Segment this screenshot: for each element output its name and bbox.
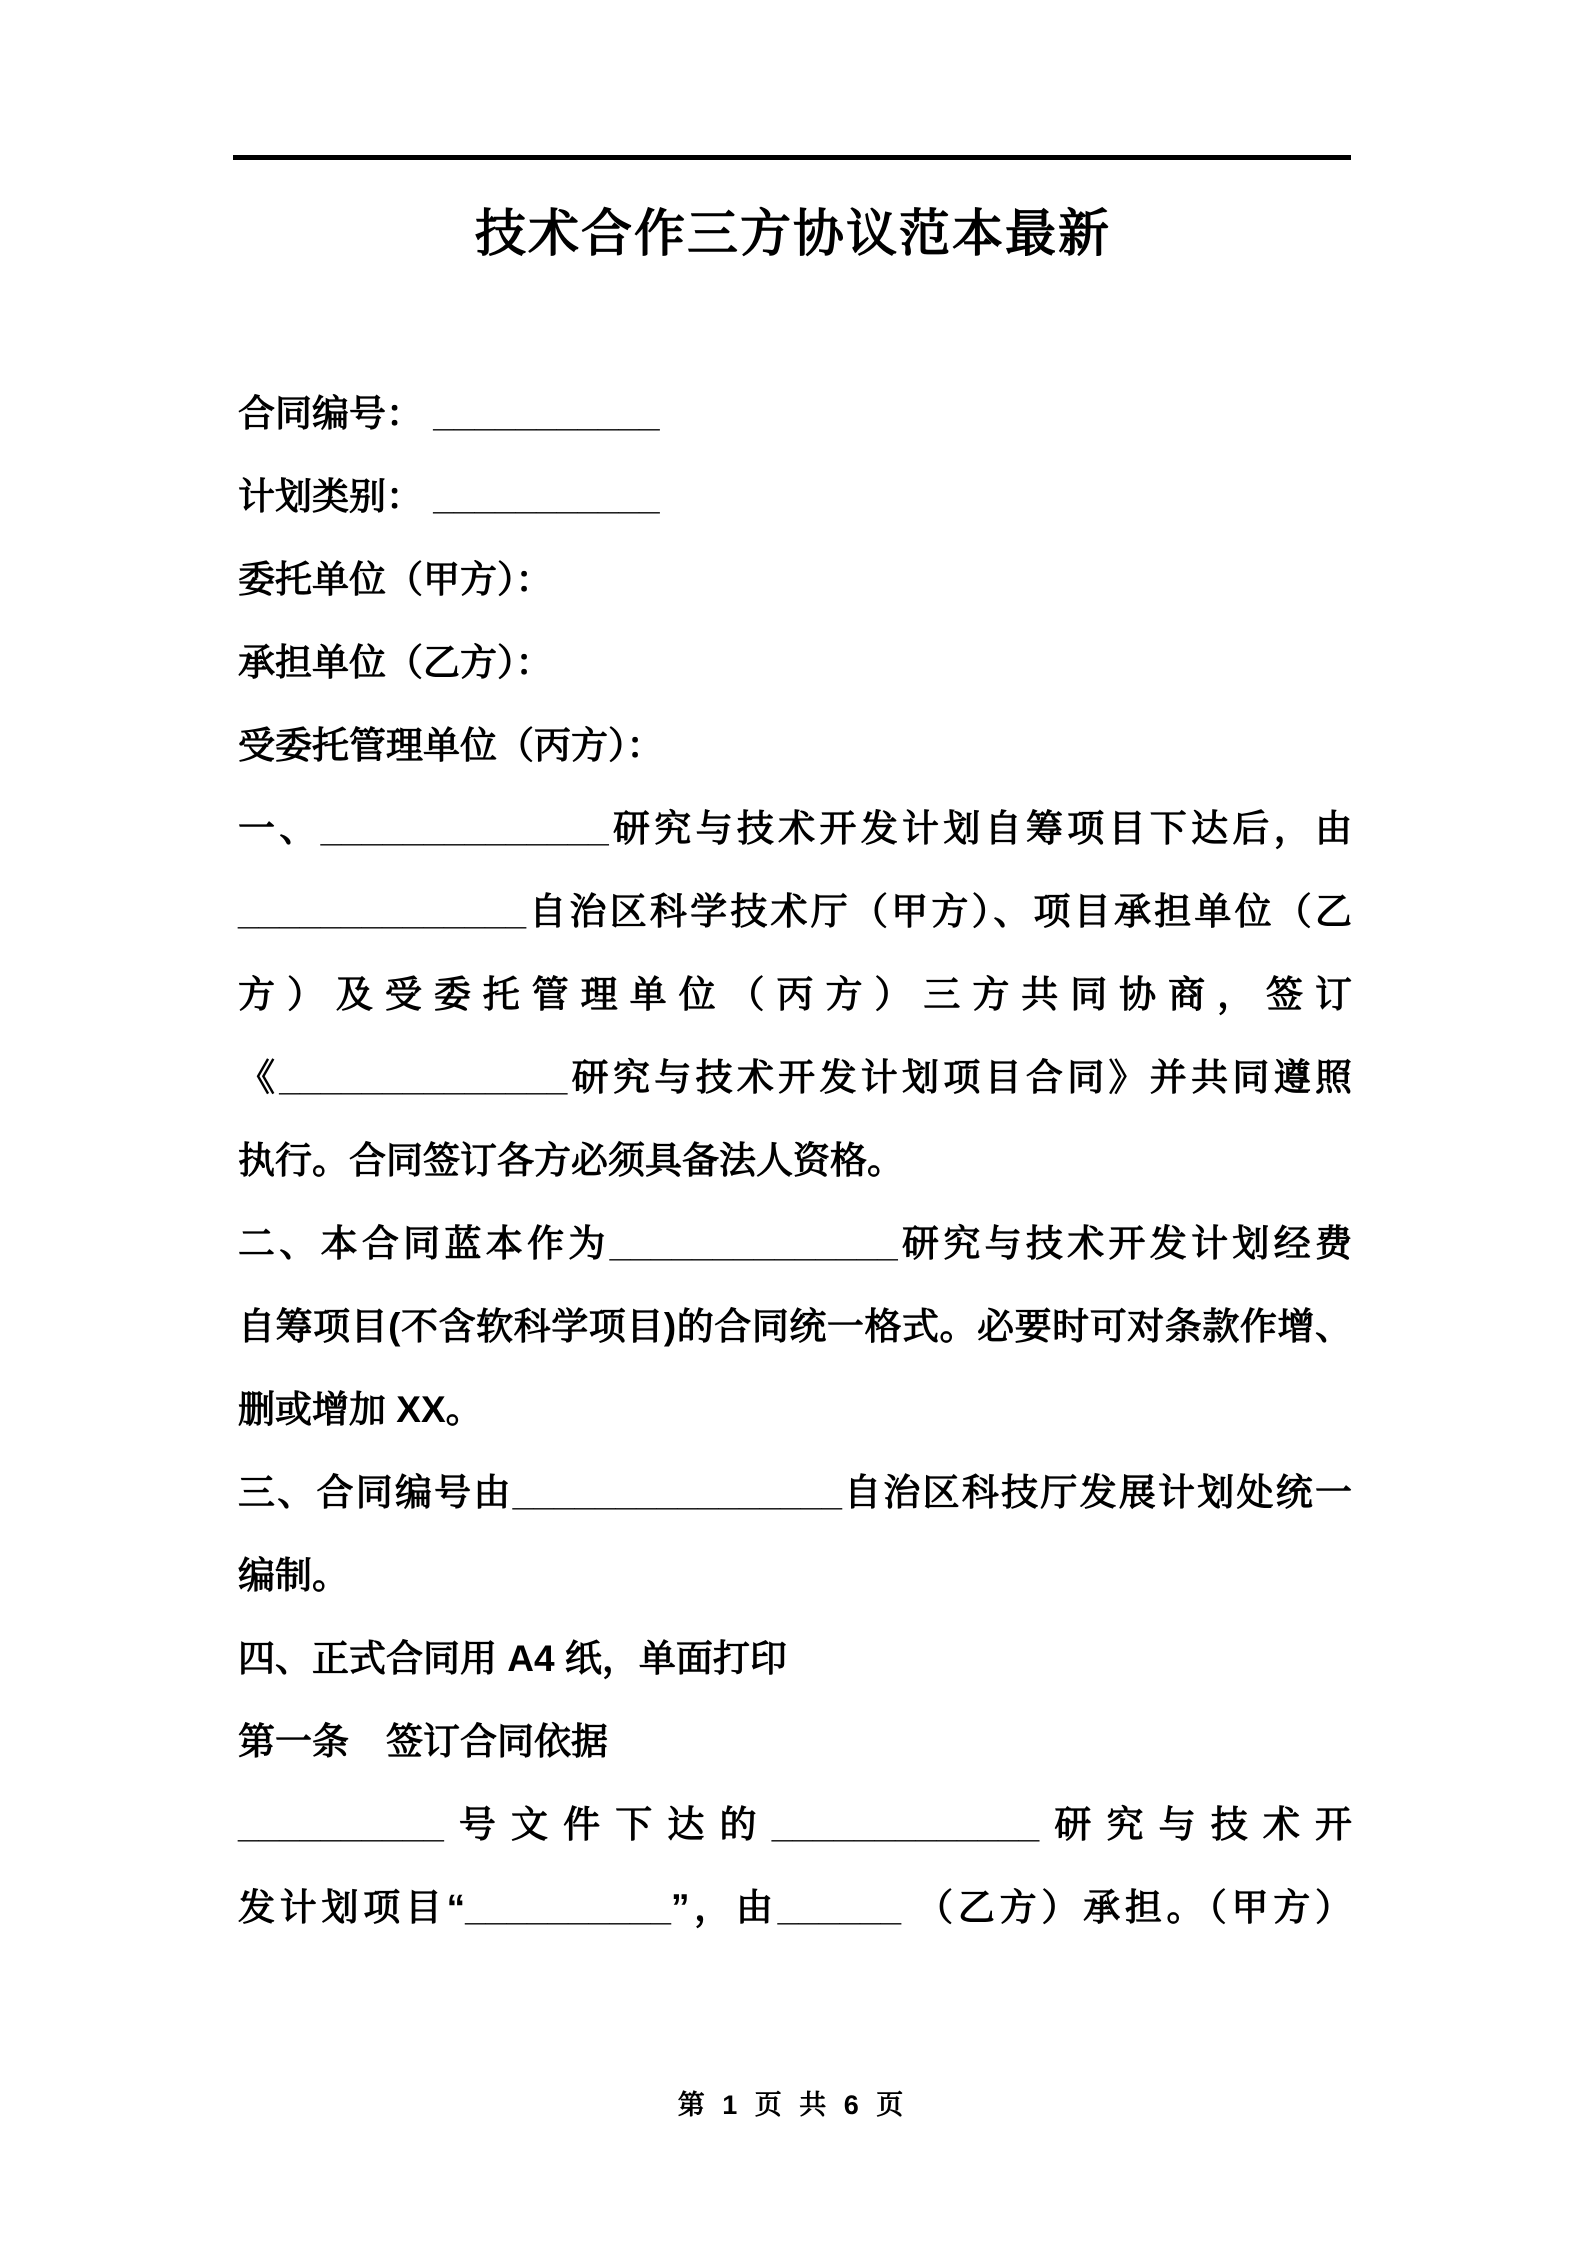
clause-three-line-2: 编制。: [238, 1555, 349, 1596]
clause-two-line-1: 二、本合同蓝本作为______________研究与技术开发计划经费: [238, 1223, 1352, 1264]
clause-one-line-3: 方）及受委托管理单位（丙方）三方共同协商，签订: [238, 974, 1352, 1015]
line-undertaking-unit-party-b: 承担单位（乙方）：: [238, 642, 553, 683]
article-one-body-line-2: 发计划项目“__________”，由______ （乙方）承担。（甲方）: [238, 1887, 1352, 1928]
article-one-body-line-1: __________号文件下达的_____________研究与技术开: [238, 1804, 1352, 1845]
header-rule: [233, 155, 1351, 160]
document-body: [238, 372, 1352, 1949]
line-managing-unit-party-c: 受委托管理单位（丙方）：: [238, 725, 664, 766]
clause-one-line-1: 一、______________研究与技术开发计划自筹项目下达后，由: [238, 808, 1352, 849]
clause-two-line-2: 自筹项目(不含软科学项目)的合同统一格式。必要时可对条款作增、: [238, 1306, 1352, 1347]
line-entrusting-unit-party-a: 委托单位（甲方）：: [238, 559, 553, 600]
clause-one-line-4: 《______________研究与技术开发计划项目合同》并共同遵照: [238, 1057, 1352, 1098]
line-plan-category: 计划类别： ___________: [238, 476, 660, 517]
clause-one-line-2: ______________自治区科学技术厅（甲方）、项目承担单位（乙: [238, 891, 1352, 932]
page-footer: 第 1 页 共 6 页: [677, 2090, 909, 2120]
document-title: 技术合作三方协议范本最新: [474, 205, 1111, 262]
clause-four-line: 四、正式合同用 A4 纸，单面打印: [238, 1638, 787, 1679]
line-contract-number: 合同编号： ___________: [238, 393, 660, 434]
article-one-heading: 第一条 签订合同依据: [238, 1721, 608, 1762]
clause-one-line-5: 执行。合同签订各方必须具备法人资格。: [238, 1140, 904, 1181]
clause-two-line-3: 删或增加 XX。: [238, 1389, 483, 1430]
clause-three-line-1: 三、合同编号由________________自治区科技厅发展计划处统一: [238, 1472, 1352, 1513]
